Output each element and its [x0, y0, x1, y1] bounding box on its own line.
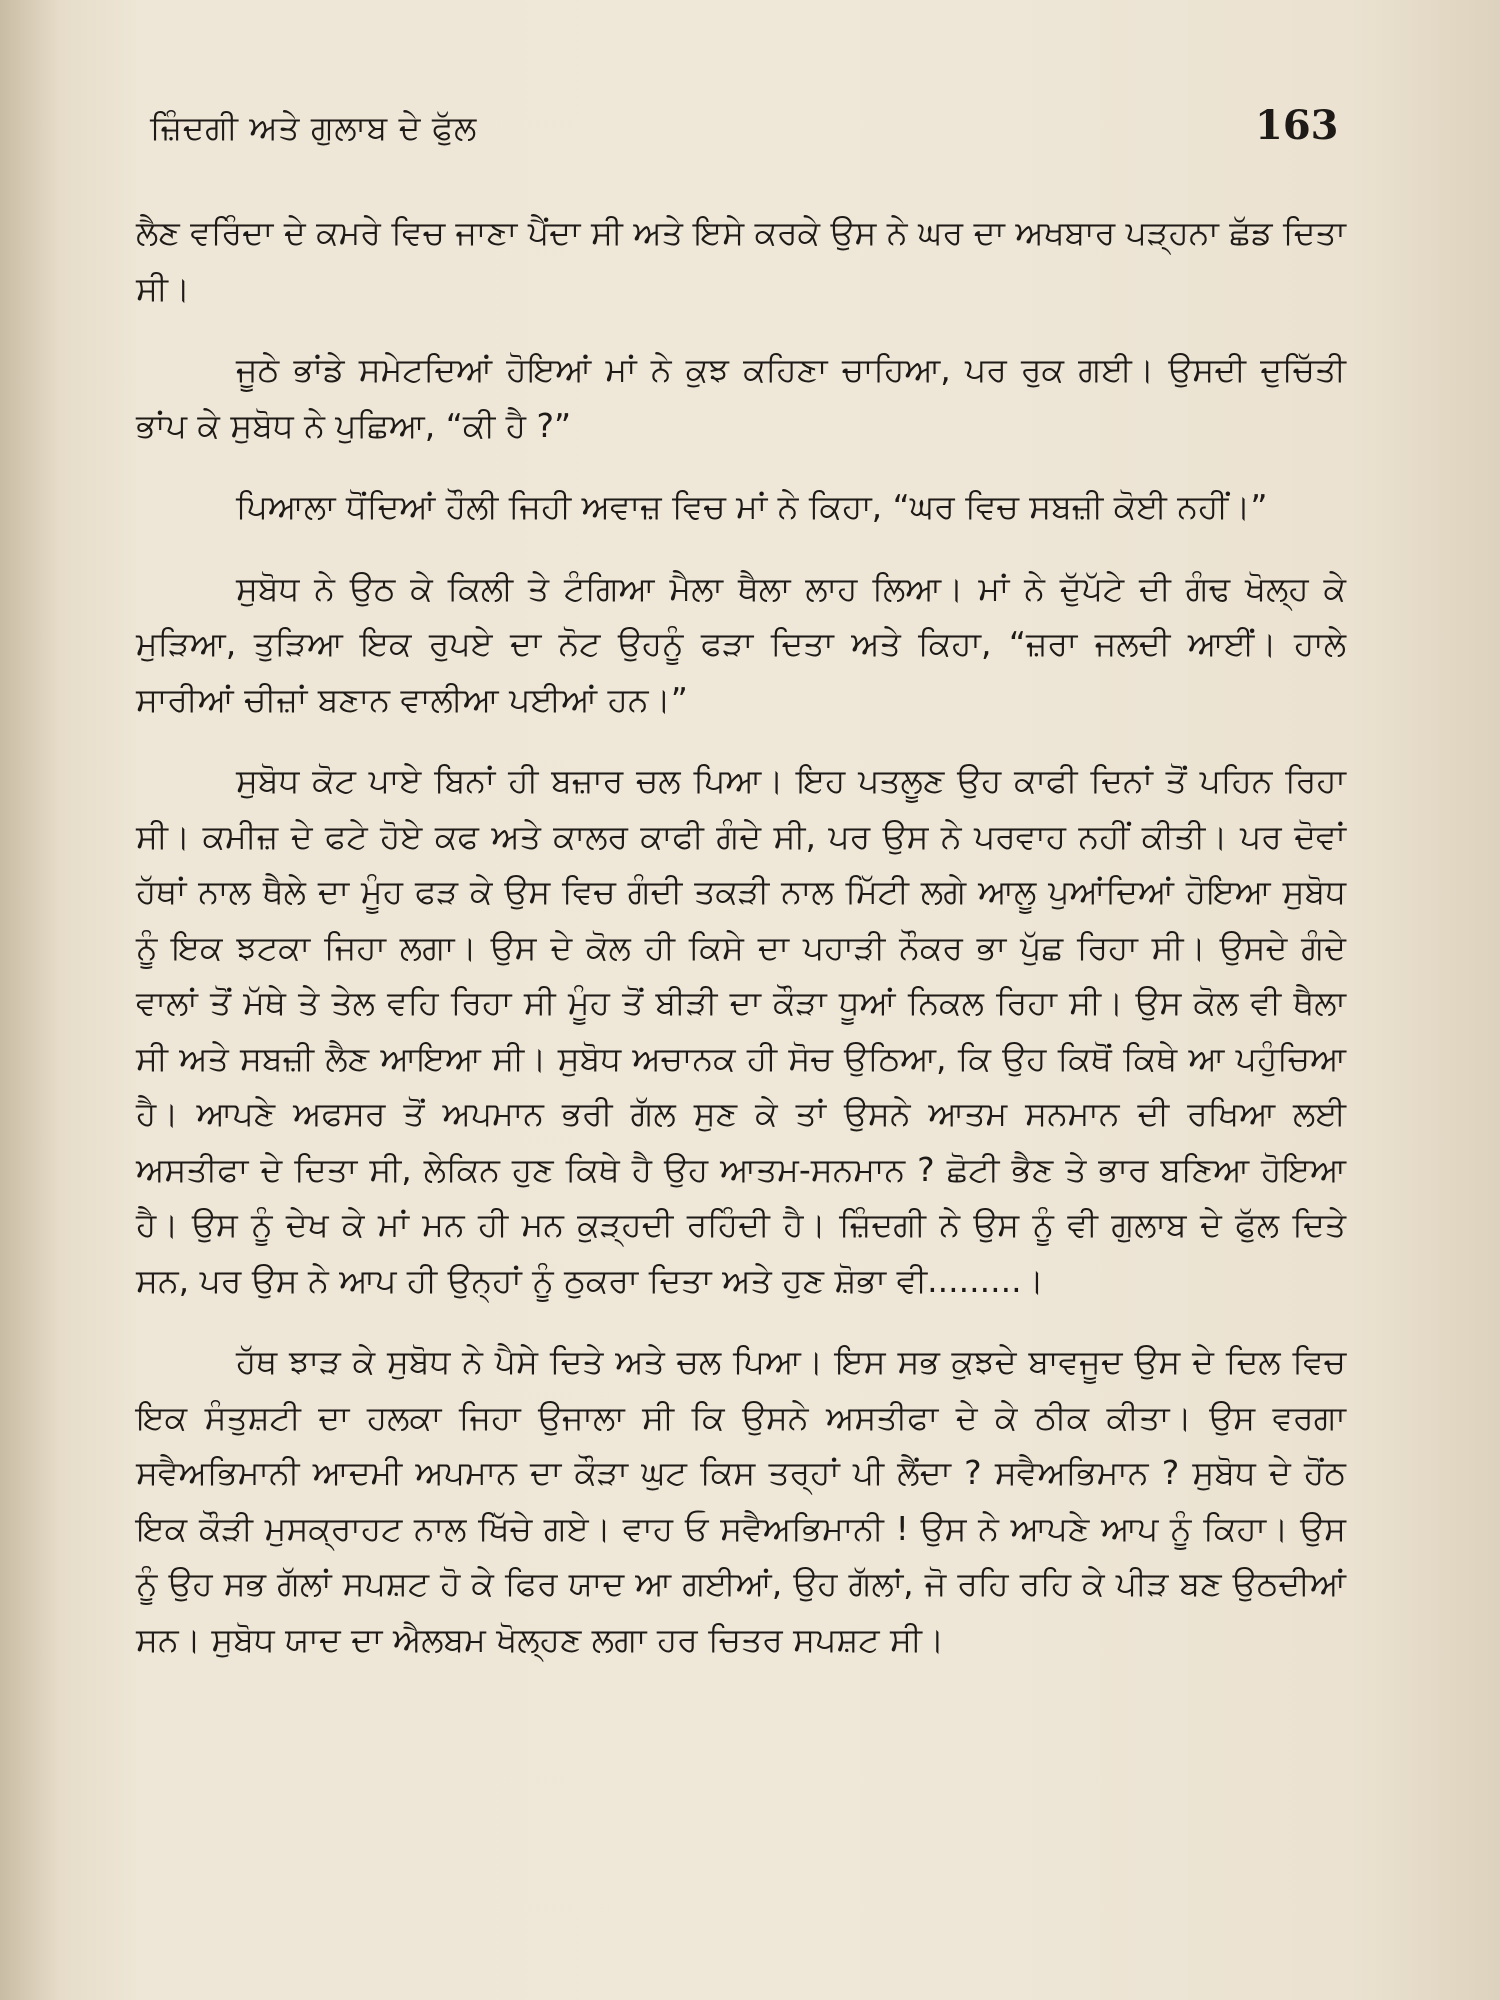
paragraph: ਜੂਠੇ ਭਾਂਡੇ ਸਮੇਟਦਿਆਂ ਹੋਇਆਂ ਮਾਂ ਨੇ ਕੁਝ ਕਹਿਣਾ ਚਾਹਿਆ, ਪਰ ਰੁਕ ਗਈ। ਉਸਦੀ ਦੁਚਿੱਤੀ ਭਾਂਪ ਕੇ ਸੁਬੋਧ ਨੇ ਪੁਛਿਆ, “ਕੀ ਹੈ ?”	[136, 350, 1346, 445]
page-number: 163	[1255, 102, 1339, 149]
paragraph: ਸੁਬੋਧ ਕੋਟ ਪਾਏ ਬਿਨਾਂ ਹੀ ਬਜ਼ਾਰ ਚਲ ਪਿਆ। ਇਹ ਪਤਲੂਣ ਉਹ ਕਾਫੀ ਦਿਨਾਂ ਤੋਂ ਪਹਿਨ ਰਿਹਾ ਸੀ। ਕਮੀਜ਼ ਦੇ ਫਟੇ ਹੋਏ ਕਫ ਅਤੇ ਕਾਲਰ ਕਾਫੀ ਗੰਦੇ ਸੀ, ਪਰ ਉਸ ਨੇ ਪਰਵਾਹ ਨਹੀਂ ਕੀਤੀ। ਪਰ ਦੋਵਾਂ ਹੱਥਾਂ ਨਾਲ ਥੈਲੇ ਦਾ ਮੂੰਹ ਫੜ ਕੇ ਉਸ ਵਿਚ ਗੰਦੀ ਤਕੜੀ ਨਾਲ ਮਿੱਟੀ ਲਗੇ ਆਲੂ ਪੁਆਂਦਿਆਂ ਹੋਇਆ ਸੁਬੋਧ ਨੂੰ ਇਕ ਝਟਕਾ ਜਿਹਾ ਲਗਾ। ਉਸ ਦੇ ਕੋਲ ਹੀ ਕਿਸੇ ਦਾ ਪਹਾੜੀ ਨੌਕਰ ਭਾ ਪੁੱਛ ਰਿਹਾ ਸੀ। ਉਸਦੇ ਗੰਦੇ ਵਾਲਾਂ ਤੋਂ ਮੱਥੇ ਤੇ ਤੇਲ ਵਹਿ ਰਿਹਾ ਸੀ ਮੂੰਹ ਤੋਂ ਬੀੜੀ ਦਾ ਕੌੜਾ ਧੂਆਂ ਨਿਕਲ ਰਿਹਾ ਸੀ। ਉਸ ਕੋਲ ਵੀ ਥੈਲਾ ਸੀ ਅਤੇ ਸਬਜ਼ੀ ਲੈਣ ਆਇਆ ਸੀ। ਸੁਬੋਧ ਅਚਾਨਕ ਹੀ ਸੋਚ ਉਠਿਆ, ਕਿ ਉਹ ਕਿਥੋਂ ਕਿਥੇ ਆ ਪਹੁੰਚਿਆ ਹੈ। ਆਪਣੇ ਅਫਸਰ ਤੋਂ ਅਪਮਾਨ ਭਰੀ ਗੱਲ ਸੁਣ ਕੇ ਤਾਂ ਉਸਨੇ ਆਤਮ ਸਨਮਾਨ ਦੀ ਰਖਿਆ ਲਈ ਅਸਤੀਫਾ ਦੇ ਦਿਤਾ ਸੀ, ਲੇਕਿਨ ਹੁਣ ਕਿਥੇ ਹੈ ਉਹ ਆਤਮ-ਸਨਮਾਨ ? ਛੋਟੀ ਭੈਣ ਤੇ ਭਾਰ ਬਣਿਆ ਹੋਇਆ ਹੈ। ਉਸ ਨੂੰ ਦੇਖ ਕੇ ਮਾਂ ਮਨ ਹੀ ਮਨ ਕੁੜ੍ਹਦੀ ਰਹਿੰਦੀ ਹੈ। ਜ਼ਿੰਦਗੀ ਨੇ ਉਸ ਨੂੰ ਵੀ ਗੁਲਾਬ ਦੇ ਫੁੱਲ ਦਿਤੇ ਸਨ, ਪਰ ਉਸ ਨੇ ਆਪ ਹੀ ਉਨ੍ਹਾਂ ਨੂੰ ਠੁਕਰਾ ਦਿਤਾ ਅਤੇ ਹੁਣ ਸ਼ੋਭਾ ਵੀ.........।	[136, 761, 1346, 1300]
paragraph: ਲੈਣ ਵਰਿੰਦਾ ਦੇ ਕਮਰੇ ਵਿਚ ਜਾਣਾ ਪੈਂਦਾ ਸੀ ਅਤੇ ਇਸੇ ਕਰਕੇ ਉਸ ਨੇ ਘਰ ਦਾ ਅਖਬਾਰ ਪੜ੍ਹਨਾ ਛੱਡ ਦਿਤਾ ਸੀ।	[136, 213, 1346, 308]
paragraph: ਪਿਆਲਾ ਧੋਂਦਿਆਂ ਹੌਲੀ ਜਿਹੀ ਅਵਾਜ਼ ਵਿਚ ਮਾਂ ਨੇ ਕਿਹਾ, “ਘਰ ਵਿਚ ਸਬਜ਼ੀ ਕੋਈ ਨਹੀਂ।”	[236, 487, 1268, 526]
body-text	[136, 205, 1346, 1693]
paragraph: ਹੱਥ ਝਾੜ ਕੇ ਸੁਬੋਧ ਨੇ ਪੈਸੇ ਦਿਤੇ ਅਤੇ ਚਲ ਪਿਆ। ਇਸ ਸਭ ਕੁਝਦੇ ਬਾਵਜੂਦ ਉਸ ਦੇ ਦਿਲ ਵਿਚ ਇਕ ਸੰਤੁਸ਼ਟੀ ਦਾ ਹਲਕਾ ਜਿਹਾ ਉਜਾਲਾ ਸੀ ਕਿ ਉਸਨੇ ਅਸਤੀਫਾ ਦੇ ਕੇ ਠੀਕ ਕੀਤਾ। ਉਸ ਵਰਗਾ ਸਵੈਅਭਿਮਾਨੀ ਆਦਮੀ ਅਪਮਾਨ ਦਾ ਕੌੜਾ ਘੁਟ ਕਿਸ ਤਰ੍ਹਾਂ ਪੀ ਲੈਂਦਾ ? ਸਵੈਅਭਿਮਾਨ ? ਸੁਬੋਧ ਦੇ ਹੋਂਠ ਇਕ ਕੌੜੀ ਮੁਸਕ੍ਰਾਹਟ ਨਾਲ ਖਿੱਚੇ ਗਏ। ਵਾਹ ਓ ਸਵੈਅਭਿਮਾਨੀ ! ਉਸ ਨੇ ਆਪਣੇ ਆਪ ਨੂੰ ਕਿਹਾ। ਉਸ ਨੂੰ ਉਹ ਸਭ ਗੱਲਾਂ ਸਪਸ਼ਟ ਹੋ ਕੇ ਫਿਰ ਯਾਦ ਆ ਗਈਆਂ, ਉਹ ਗੱਲਾਂ, ਜੋ ਰਹਿ ਰਹਿ ਕੇ ਪੀੜ ਬਣ ਉਠਦੀਆਂ ਸਨ। ਸੁਬੋਧ ਯਾਦ ਦਾ ਐਲਬਮ ਖੋਲ੍ਹਣ ਲਗਾ ਹਰ ਚਿਤਰ ਸਪਸ਼ਟ ਸੀ।	[136, 1342, 1346, 1659]
paragraph: ਸੁਬੋਧ ਨੇ ਉਠ ਕੇ ਕਿਲੀ ਤੇ ਟੰਗਿਆ ਮੈਲਾ ਥੈਲਾ ਲਾਹ ਲਿਆ। ਮਾਂ ਨੇ ਦੁੱਪੱਟੇ ਦੀ ਗੰਢ ਖੋਲ੍ਹ ਕੇ ਮੁੜਿਆ, ਤੁੜਿਆ ਇਕ ਰੁਪਏ ਦਾ ਨੋਟ ਉਹਨੂੰ ਫੜਾ ਦਿਤਾ ਅਤੇ ਕਿਹਾ, “ਜ਼ਰਾ ਜਲਦੀ ਆਈਂ। ਹਾਲੇ ਸਾਰੀਆਂ ਚੀਜ਼ਾਂ ਬਣਾਨ ਵਾਲੀਆ ਪਈਆਂ ਹਨ।”	[136, 568, 1346, 719]
running-header: ਜ਼ਿੰਦਗੀ ਅਤੇ ਗੁਲਾਬ ਦੇ ਫੁੱਲ	[150, 108, 477, 147]
